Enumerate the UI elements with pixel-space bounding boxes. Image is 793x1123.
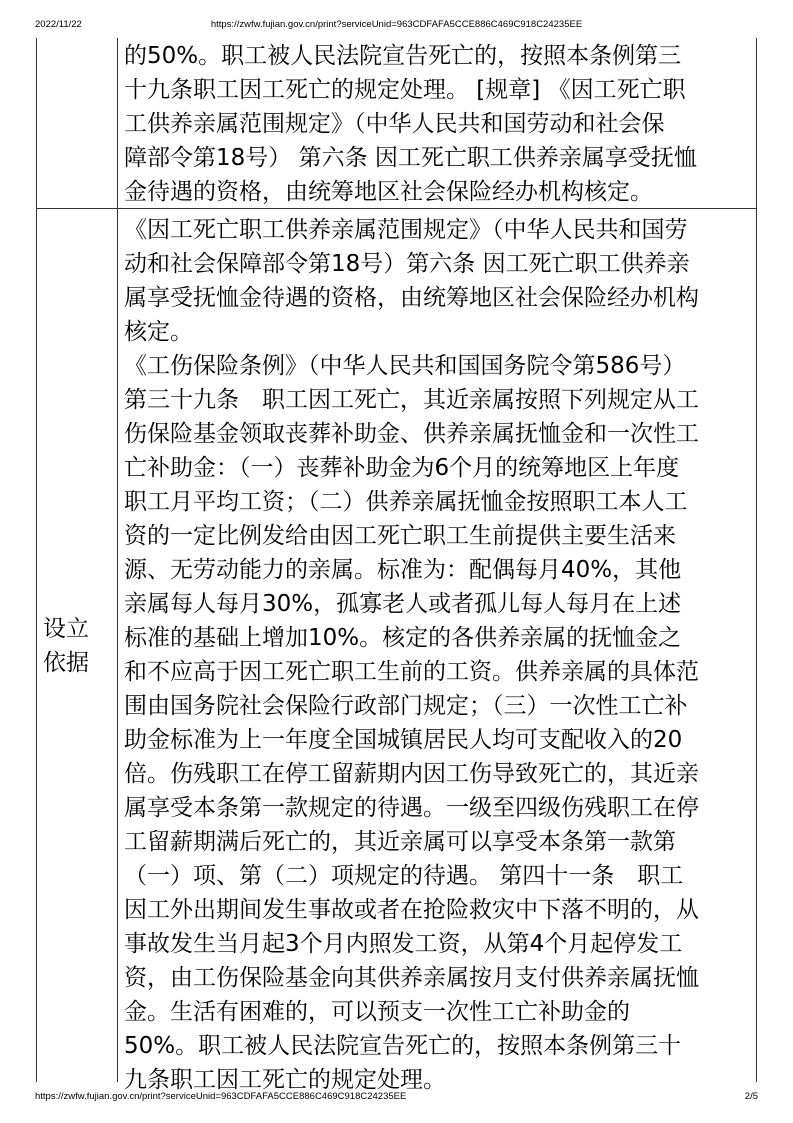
- row-label-basis: [43, 612, 103, 680]
- text-line: 工留薪期满后死亡的，其近亲属可以享受本条第一款第: [124, 829, 676, 855]
- table-border-left: [36, 38, 37, 1082]
- text-line: 源、无劳动能力的亲属。标准为：配偶每月40%，其他: [124, 557, 682, 583]
- text-line: 倍。伤残职工在停工留薪期内因工伤导致死亡的，其近亲: [124, 761, 699, 787]
- text-line: 金待遇的资格，由统筹地区社会保险经办机构核定。: [124, 179, 653, 205]
- text-line: （一）项、第（二）项规定的待遇。 第四十一条 职工: [124, 863, 684, 889]
- continued-row-text: [124, 39, 752, 209]
- text-line: 资，由工伤保险基金向其供养亲属按月支付供养亲属抚恤: [124, 965, 699, 991]
- print-url: https://zwfw.fujian.gov.cn/print?serviceUnid=963CDFAFA5CCE886C469C918C24235EE: [210, 19, 583, 30]
- label-line: 依据: [43, 650, 89, 676]
- table-border-right: [756, 38, 757, 1082]
- label-line: 设立: [43, 616, 89, 642]
- text-line: 属享受抚恤金待遇的资格，由统筹地区社会保险经办机构: [124, 285, 699, 311]
- text-line: 因工外出期间发生事故或者在抢险救灾中下落不明的，从: [124, 897, 699, 923]
- text-line: 伤保险基金领取丧葬补助金、供养亲属抚恤金和一次性工: [124, 421, 699, 447]
- text-line: 第三十九条 职工因工死亡，其近亲属按照下列规定从工: [124, 387, 699, 413]
- text-line: 十九条职工因工死亡的规定处理。 [规章] 《因工死亡职: [124, 77, 686, 103]
- text-line: 亡补助金：（一）丧葬补助金为6个月的统筹地区上年度: [124, 455, 680, 481]
- text-line: 资的一定比例发给由因工死亡职工生前提供主要生活来: [124, 523, 676, 549]
- basis-row-text: [124, 213, 752, 1097]
- text-line: 《工伤保险条例》（中华人民共和国国务院令第586号）: [124, 353, 686, 379]
- footer-url: https://zwfw.fujian.gov.cn/print?serviceUnid=963CDFAFA5CCE886C469C918C24235EE: [35, 1091, 407, 1102]
- text-line: 金。生活有困难的，可以预支一次性工亡补助金的: [124, 999, 630, 1025]
- text-line: 职工月平均工资；（二）供养亲属抚恤金按照职工本人工: [124, 489, 688, 515]
- text-line: 围由国务院社会保险行政部门规定；（三）一次性工亡补: [124, 693, 688, 719]
- text-line: 核定。: [124, 319, 193, 345]
- text-line: 标准的基础上增加10%。核定的各供养亲属的抚恤金之: [124, 625, 682, 651]
- text-line: 50%。职工被人民法院宣告死亡的，按照本条例第三十: [124, 1033, 682, 1059]
- text-line: 工供养亲属范围规定》（中华人民共和国劳动和社会保: [124, 111, 665, 137]
- text-line: 动和社会保障部令第18号）第六条 因工死亡职工供养亲: [124, 251, 690, 277]
- text-line: 障部令第18号） 第六条 因工死亡职工供养亲属享受抚恤: [124, 145, 697, 171]
- text-line: 助金标准为上一年度全国城镇居民人均可支配收入的20: [124, 727, 683, 753]
- text-line: 亲属每人每月30%，孤寡老人或者孤儿每人每月在上述: [124, 591, 682, 617]
- text-line: 的50%。职工被人民法院宣告死亡的，按照本条例第三: [124, 43, 682, 69]
- text-line: 九条职工因工死亡的规定处理。: [124, 1067, 446, 1093]
- print-footer: [0, 1090, 793, 1104]
- text-line: 事故发生当月起3个月内照发工资，从第4个月起停发工: [124, 931, 683, 957]
- print-date: 2022/11/22: [35, 19, 82, 30]
- table-border-divider: [117, 38, 118, 1082]
- text-line: 和不应高于因工死亡职工生前的工资。供养亲属的具体范: [124, 659, 699, 685]
- page-number: 2/5: [744, 1091, 758, 1102]
- text-line: 《因工死亡职工供养亲属范围规定》（中华人民共和国劳: [124, 217, 688, 243]
- text-line: 属享受本条第一款规定的待遇。一级至四级伤残职工在停: [124, 795, 699, 821]
